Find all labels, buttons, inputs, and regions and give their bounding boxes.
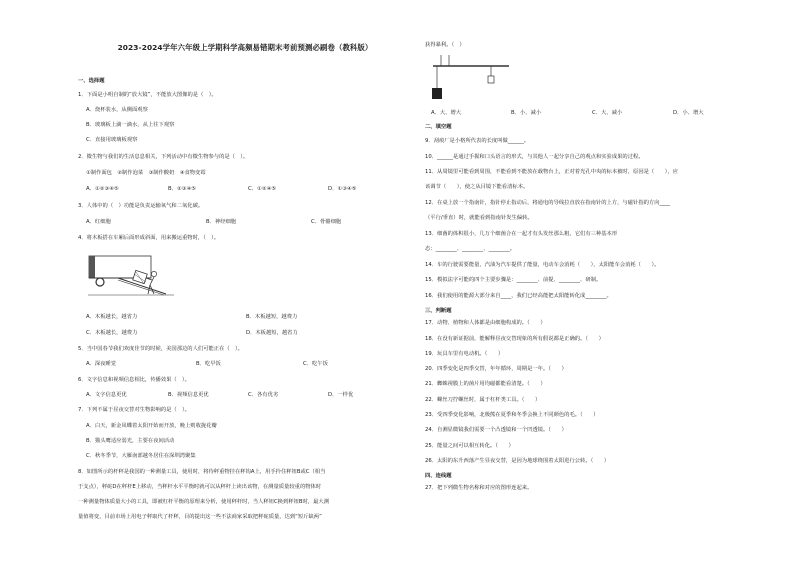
question-16: 16．我们使用的能源大部分来自____，我们已经高能把太阳能转化成________。 [425,293,612,299]
question-26: 26．太阳的东升西落产生昼夜交替，是因为地球绕围着太阳进行公转。（ ） [425,458,610,464]
question-7: 7．下列不属于昼夜交替对生物影响的是（ ）。 [78,407,190,413]
question-2-option-a: A．①②③④⑤ [86,186,119,192]
section-fill-heading: 二、填空题 [425,124,452,130]
question-9: 9．刮痕厂是小格所代表的长度叫做______。 [425,138,530,144]
question-6-option-a: A．文字信息更优 [86,392,127,398]
question-8-option-b: B．小、减小 [511,110,542,116]
truck-ramp-figure [88,252,174,296]
question-14: 14．车的行驶需要能量，汽油为汽车提供了能量，电动车会消耗（ ），太阳能车会消耗（ ）。 [425,262,660,268]
question-3: 3．人体中的（ ）功能是负责运输氧气和二氧化碳。 [78,203,204,209]
question-8-line-4: 量值将变，目前市场上用电子秤取代了杆秤，目的提出这一些不法商家采取把秤砣质量，达到“短斤缺两” [78,514,322,520]
question-11-line-2: 该调节（ ），使之从目镜下能看清标本。 [425,184,529,190]
question-10: 10．______是通过手握和口头语言的形式，与其他人一起分享自己的观点和实验成果的过程。 [425,154,644,160]
question-8-end: 获得暴利。（ ） [425,42,465,48]
question-25: 25．能量之间可以相互转化。（ ） [425,443,514,449]
question-4-option-c: C．木板越长，越费力 [86,330,138,336]
question-4-option-b: B．木板越短，越费力 [246,314,298,320]
right-column [425,0,765,562]
question-4-option-a: A．木板越长，越省力 [86,314,138,320]
question-3-option-a: A．红细胞 [86,219,111,225]
question-15: 15．模拟法字可能的四个主要步骤是：________、前提、________、研制。 [425,277,602,283]
question-2-option-d: D．①③④⑤ [328,186,357,192]
question-1-option-b: B．玻璃板上滴一滴水，从上往下观察 [86,122,175,128]
question-4-option-d: D．木板越短，越省力 [246,330,298,336]
question-22: 22．螺丝刀拧螺丝时，属于杠杆类工具。（ ） [425,397,541,403]
question-2-option-c: C．①②④⑤ [248,186,276,192]
question-2-option-b: B．②③④⑤ [168,186,196,192]
question-8-option-c: C．大、减小 [592,110,623,116]
section-choice-heading: 一、选择题 [78,78,105,84]
question-6-option-b: B．视频信息更优 [168,392,209,398]
question-4: 4．将木板搭在车厢后面形成斜面，用来搬运重物时，（ ）。 [78,235,220,241]
question-12-line-2: （平行/垂直）时，就能看到指南针发生偏转。 [425,215,533,221]
question-21: 21．蜘蛛视膜上的菌片用均磁都能看清楚。（ ） [425,381,546,387]
question-8-line-3: 一种测量物体质量大小的工具，即被杠杆平衡的原理来分析，使用秤杆时，当人秤钮C换到秤钮B时，最大测 [78,499,329,505]
question-5: 5．当中国春节我们欢度佳节的时候，美国那边的人们可能正在（ ）。 [78,346,243,352]
question-18: 18．在没有新证据前，能解释昼夜交替现象的所有假说都是正确的。（ ） [425,336,604,342]
question-12-line-1: 12．在桌上放一个指南针，指针停止指动后，将通电的导线拉直放在指南针的上方，与磁针指的方向____ [425,200,671,206]
question-8-line-2: 于支点），秤砣D在秤杆E上移动，当秤杆水平平衡时就可以从秤杆上读出该物，在测量质量较重的物体时 [78,484,322,490]
question-3-option-c: C．骨骼细胞 [311,219,342,225]
left-column [78,0,412,562]
question-24: 24．自测显微镜我们需要一个凸透镜和一个凹透镜。（ ） [425,427,567,433]
section-judge-heading: 三、判断题 [425,308,452,314]
question-19: 19．玩具车里有电动机。（ ） [425,351,504,357]
page-title: 2023-2024学年六年级上学期科学高频易错期末考前预测必刷卷（教科版） [117,43,373,52]
question-3-option-b: B．神经细胞 [206,219,237,225]
question-23: 23．受四季变化影响，北极熊在夏季和冬季会换上不同颜色的毛。（ ） [425,412,599,418]
question-27: 27．把下列微生物名称和对应的图形连起来。 [425,485,533,491]
steelyard-figure [429,52,511,102]
question-7-option-b: B．猫头鹰适应弱光，主要在夜间活动 [86,438,175,444]
question-6: 6．文字信息和视频信息相比，传播效果（ ）。 [78,377,190,383]
question-8-line-1: 8．如图所示的杆秤是我国的一种测量工具，使用时，将待秤重物挂在秤钩A上，用手拎住秤钮B或C（相当 [78,469,326,475]
question-6-option-d: D．一样优 [328,392,354,398]
question-1-option-c: C．直接用玻璃板观察 [86,137,138,143]
question-5-option-c: C．吃午饭 [303,361,328,367]
question-8-option-a: A．大、增大 [431,110,462,116]
question-2-items: ①制作面包 ②制作泡菜 ③制作酸奶 ④食物变霉 [86,170,206,176]
question-11-line-1: 11．从周镜里可能看到周围，不能看到不能放在载物台上，正对着光孔中央的标本被时，原因是（ ），应 [425,169,679,175]
question-5-option-a: A．深夜睡觉 [86,361,117,367]
question-1: 1．下面是小明自制的“放大镜”，不能放大图像的是（ ）。 [78,92,217,98]
question-20: 20．四季变化是四季交替，年年循环，周期是一年。（ ） [425,366,567,372]
question-7-option-a: A．白天，新金凤蝶着太阳开始而开放，晚上则收拢花瓣 [86,423,217,429]
question-1-option-a: A．烧杯装水，从侧面观察 [86,107,148,113]
question-13-line-2: 态：________、________、________。 [425,246,516,252]
question-7-option-c: C．秋冬季节，大雁南部越冬居住在深圳湾聚集 [86,453,196,459]
section-match-heading: 四、连线题 [425,473,452,479]
question-8-option-d: D．小、增大 [673,110,704,116]
question-2: 2．微生物与我们的生活息息相关，下列活动中有微生物参与的是（ ）。 [78,154,249,160]
question-5-option-b: B．吃早饭 [196,361,221,367]
question-13-line-1: 13．细菌的体积很小，几万个细菌合在一起才有头发丝那么粗，它们有三种基本形 [425,231,618,237]
question-6-option-c: C．各有优劣 [248,392,279,398]
question-17: 17．动物、植物和人体都是由细胞构成的。（ ） [425,320,546,326]
